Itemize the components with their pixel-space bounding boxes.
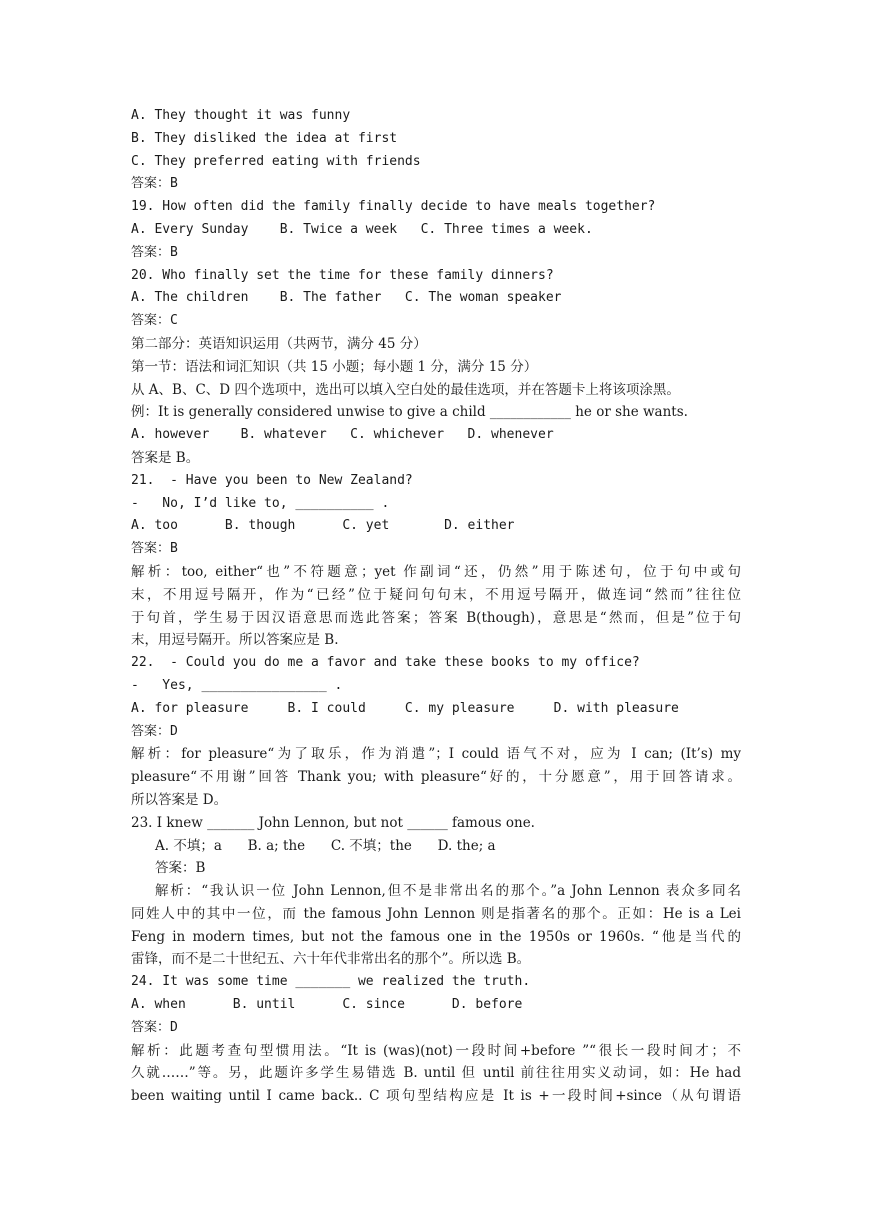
part-two-heading: 第二部分：英语知识运用（共两节，满分 45 分） bbox=[131, 335, 427, 352]
q21-explanation-line: 解析：too, either“也”不符题意；yet 作副词“还，仍然”用于陈述句，位于句中或句 bbox=[131, 563, 741, 580]
q21-explanation-line: 末，不用逗号隔开，作为“已经”位于疑问句句末，不用逗号隔开，做连词“然而”往往位 bbox=[131, 586, 741, 603]
q18-option-a: A. They thought it was funny bbox=[131, 108, 351, 123]
q22-explanation-line: 所以答案是 D。 bbox=[131, 791, 228, 808]
q21-question: 21. - Have you been to New Zealand? bbox=[131, 472, 413, 488]
q21-explanation-line: 末，用逗号隔开。所以答案应是 B. bbox=[131, 632, 339, 649]
q21-answer: 答案：B bbox=[131, 541, 178, 557]
q24-answer: 答案：D bbox=[131, 1019, 178, 1035]
example-question: 例：It is generally considered unwise to give a child ____________ he or she wants. bbox=[131, 404, 688, 421]
q22-options: A. for pleasure B. I could C. my pleasure D. with pleasure bbox=[131, 700, 679, 716]
q22-explanation-line: 解析：for pleasure“为了取乐，作为消遣”；I could 语气不对，应为 I can; (It’s) my bbox=[131, 746, 741, 763]
q21-explanation-line: 于句首，学生易于因汉语意思而选此答案；答案 B(though)，意思是“然而，但是”位于句 bbox=[131, 609, 741, 626]
q24-options: A. when B. until C. since D. before bbox=[131, 997, 523, 1013]
q23-explanation-line: 雷锋，而不是二十世纪五、六十年代非常出名的那个”。所以选 B。 bbox=[131, 951, 531, 968]
q23-options: A. 不填；a B. a; the C. 不填；the D. the; a bbox=[155, 837, 496, 854]
document-page bbox=[131, 105, 741, 1108]
example-options: A. however B. whatever C. whichever D. whenever bbox=[131, 427, 554, 443]
q21-options: A. too B. though C. yet D. either bbox=[131, 518, 515, 534]
q18-answer: 答案：B bbox=[131, 176, 178, 192]
example-answer: 答案是 B。 bbox=[131, 449, 200, 466]
q23-explanation-line: 解析：“我认识一位 John Lennon,但不是非常出名的那个。”a John Lennon 表众多同名 bbox=[155, 883, 741, 900]
q22-response: - Yes, ________________ . bbox=[131, 677, 343, 693]
q19-options: A. Every Sunday B. Twice a week C. Three times a week. bbox=[131, 221, 593, 237]
section-one-heading: 第一节：语法和词汇知识（共 15 小题；每小题 1 分，满分 15 分） bbox=[131, 358, 538, 375]
q24-question: 24. It was some time _______ we realized the truth. bbox=[131, 974, 531, 990]
q18-option-b: B. They disliked the idea at first bbox=[131, 130, 398, 146]
q19-question: 19. How often did the family finally decide to have meals together? bbox=[131, 199, 656, 215]
q24-explanation-line: 解析：此题考查句型惯用法。“It is (was)(not)一段时间+before ”“很长一段时间才；不 bbox=[131, 1042, 741, 1059]
q23-question: 23. I knew _______ John Lennon, but not ______ famous one. bbox=[131, 814, 535, 831]
q21-response: - No, I’d like to, __________ . bbox=[131, 495, 390, 511]
q24-explanation-line: 久就……”等。另，此题许多学生易错选 B. until 但 until 前往往用实义动词，如：He had bbox=[131, 1065, 741, 1082]
q23-explanation-line: Feng in modern times, but not the famous one in the 1950s or 1960s. “他是当代的 bbox=[131, 928, 741, 945]
q19-answer: 答案：B bbox=[131, 244, 178, 260]
q18-option-c: C. They preferred eating with friends bbox=[131, 153, 421, 169]
q23-explanation-line: 同姓人中的其中一位，而 the famous John Lennon 则是指著名的那个。正如：He is a Lei bbox=[131, 905, 741, 922]
q24-explanation-line: been waiting until I came back.. C 项句型结构应是 It is +一段时间+since（从句谓语 bbox=[131, 1088, 741, 1105]
q22-answer: 答案：D bbox=[131, 723, 178, 739]
q20-answer: 答案：C bbox=[131, 313, 178, 329]
q23-answer: 答案：B bbox=[155, 860, 206, 877]
q20-options: A. The children B. The father C. The woman speaker bbox=[131, 290, 562, 306]
instructions: 从 A、B、C、D 四个选项中，选出可以填入空白处的最佳选项，并在答题卡上将该项涂黑。 bbox=[131, 381, 680, 398]
q22-explanation-line: pleasure“不用谢”回答 Thank you; with pleasure“好的，十分愿意”，用于回答请求。 bbox=[131, 769, 741, 786]
q20-question: 20. Who finally set the time for these family dinners? bbox=[131, 267, 554, 283]
q22-question: 22. - Could you do me a favor and take these books to my office? bbox=[131, 655, 640, 671]
